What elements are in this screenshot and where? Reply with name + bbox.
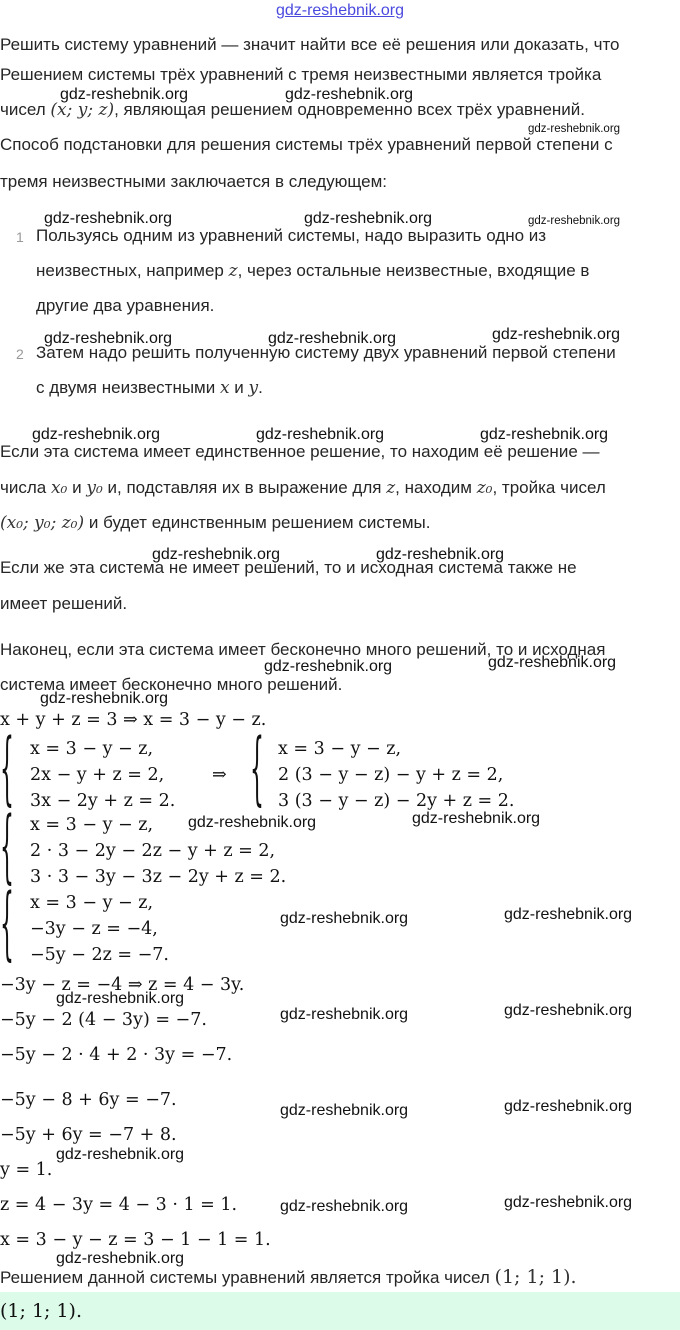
math-line: x = 3 − y − z = 3 − 1 − 1 = 1. [0,1230,271,1250]
answer-value: (1; 1; 1). [0,1300,83,1322]
watermark: gdz-reshebnik.org [504,906,633,923]
implies-arrow: ⇒ [212,765,227,785]
system-brace: { [0,726,14,817]
watermark: gdz-reshebnik.org [488,654,617,671]
intro-p4: Способ подстановки для решения системы трёх уравнений первой степени с [0,135,613,154]
watermark: gdz-reshebnik.org [152,546,281,563]
math-line: −5y − 2 · 4 + 2 · 3y = −7. [0,1045,233,1065]
system-4-row: −3y − z = −4, [30,919,158,939]
system-4-row: −5y − 2z = −7. [30,945,169,965]
math-line: x + y + z = 3 ⇒ x = 3 − y − z. [0,710,267,730]
watermark: gdz-reshebnik.org [256,426,385,443]
system-2-row: 2 (3 − y − z) − y + z = 2, [278,765,504,785]
watermark: gdz-reshebnik.org [504,1098,633,1115]
system-3-row: 2 · 3 − 2y − 2z − y + z = 2, [30,841,276,861]
system-4-row: x = 3 − y − z, [30,893,154,913]
watermark-link[interactable]: gdz-reshebnik.org [275,2,405,19]
watermark: gdz-reshebnik.org [44,210,173,227]
system-2-row: x = 3 − y − z, [278,739,402,759]
watermark: gdz-reshebnik.org [32,426,161,443]
watermark: gdz-reshebnik.org [56,1146,185,1163]
watermark: gdz-reshebnik.org [280,1198,409,1215]
intro-p2: Решением системы трёх уравнений с тремя неизвестными является тройка [0,65,602,84]
system-3-row: 3 · 3 − 3y − 3z − 2y + z = 2. [30,867,287,887]
system-brace: { [0,881,14,972]
watermark: gdz-reshebnik.org [280,1102,409,1119]
watermark: gdz-reshebnik.org [40,690,169,707]
step-1-line-1: Пользуясь одним из уравнений системы, надо выразить одно из [36,226,547,245]
watermark: gdz-reshebnik.org [504,1002,633,1019]
watermark: gdz-reshebnik.org [268,330,397,347]
step-1-line-3: другие два уравнения. [36,296,215,315]
math-line: y = 1. [0,1160,53,1180]
system-1-row: x = 3 − y − z, [30,739,154,759]
step-2-line-1: Затем надо решить полученную систему двух уравнений первой степени [36,343,616,362]
para-c-1: Наконец, если эта система имеет бесконечно много решений, то и исходная [0,640,606,659]
watermark: gdz-reshebnik.org [504,1194,633,1211]
watermark: gdz-reshebnik.org [280,1006,409,1023]
watermark: gdz-reshebnik.org [492,326,621,343]
watermark: gdz-reshebnik.org [412,810,541,827]
para-b-2: имеет решений. [0,594,128,613]
system-1-row: 2x − y + z = 2, [30,765,165,785]
watermark: gdz-reshebnik.org [285,86,414,103]
watermark: gdz-reshebnik.org [528,215,621,227]
watermark: gdz-reshebnik.org [376,546,505,563]
para-a-3: (x₀; y₀; z₀) и будет единственным решением системы. [0,513,431,533]
watermark: gdz-reshebnik.org [56,1250,185,1267]
para-a-2: числа x₀ и y₀ и, подставляя их в выражение для z, находим z₀, тройка чисел [0,478,606,498]
answer-box [0,1292,680,1330]
intro-p1: Решить систему уравнений — значит найти все её решения или доказать, что [0,35,620,54]
system-2-row: 3 (3 − y − z) − 2y + z = 2. [278,791,515,811]
watermark: gdz-reshebnik.org [528,123,621,135]
step-2-line-2: с двумя неизвестными x и y. [36,378,263,398]
para-b-1: Если же эта система не имеет решений, то и исходная система также не [0,558,577,577]
watermark: gdz-reshebnik.org [60,86,189,103]
intro-p3: чисел (x; y; z), являющая решением одновременно всех трёх уравнений. [0,100,586,120]
math-line: −5y + 6y = −7 + 8. [0,1125,177,1145]
math-line: −5y − 8 + 6y = −7. [0,1090,177,1110]
system-1-row: 3x − 2y + z = 2. [30,791,176,811]
intro-p5: тремя неизвестными заключается в следующем: [0,172,388,191]
system-3-row: x = 3 − y − z, [30,815,154,835]
step-number: 2 [16,346,24,362]
para-a-1: Если эта система имеет единственное решение, то находим её решение — [0,442,600,461]
watermark: gdz-reshebnik.org [304,210,433,227]
watermark: gdz-reshebnik.org [264,658,393,675]
step-1-line-2: неизвестных, например z, через остальные неизвестные, входящие в [36,261,590,281]
watermark: gdz-reshebnik.org [56,990,185,1007]
conclusion: Решением данной системы уравнений является тройка чисел (1; 1; 1). [0,1266,577,1288]
math-line: z = 4 − 3y = 4 − 3 · 1 = 1. [0,1195,238,1215]
watermark: gdz-reshebnik.org [280,910,409,927]
math-line: −5y − 2 (4 − 3y) = −7. [0,1010,207,1030]
watermark: gdz-reshebnik.org [480,426,609,443]
para-c-2: система имеет бесконечно много решений. [0,675,343,694]
watermark: gdz-reshebnik.org [44,330,173,347]
system-brace: { [250,726,264,817]
step-number: 1 [16,229,24,245]
watermark: gdz-reshebnik.org [188,814,317,831]
math-line: −3y − z = −4 ⇒ z = 4 − 3y. [0,975,245,995]
system-brace: { [0,804,14,895]
